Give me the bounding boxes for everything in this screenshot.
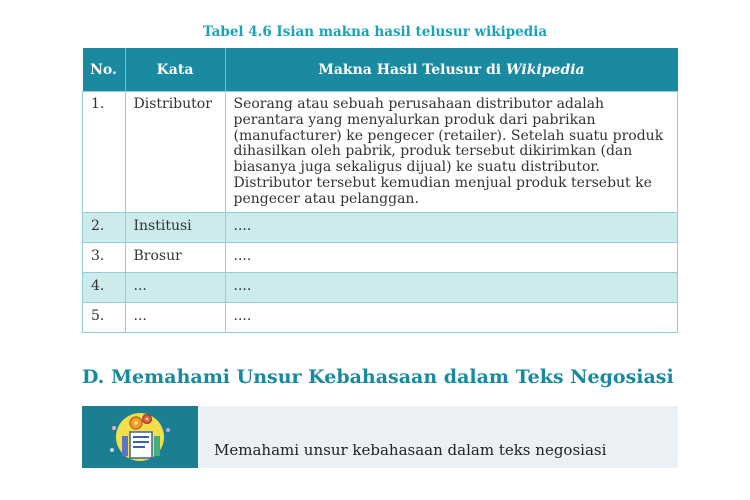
table-row: [83, 242, 678, 272]
header-no: No.: [83, 48, 126, 92]
table-caption: Tabel 4.6 Isian makna hasil telusur wikipedia: [202, 24, 548, 40]
table-row: [83, 272, 678, 302]
header-kata: Kata: [125, 48, 225, 92]
cell-no: 5.: [83, 302, 126, 332]
cell-makna: ....: [225, 272, 678, 302]
header-makna-italic: Wikipedia: [505, 61, 585, 78]
header-makna-label: Makna Hasil Telusur di: [318, 61, 502, 78]
header-makna: [225, 48, 678, 92]
cell-no: 3.: [83, 242, 126, 272]
cell-kata: Distributor: [125, 92, 225, 213]
table-header-row: [83, 48, 678, 92]
cell-no: 1.: [83, 92, 126, 213]
banner-icon-box: [82, 406, 198, 468]
section-heading: D. Memahami Unsur Kebahasaan dalam Teks Negosiasi: [82, 366, 674, 388]
table-row: [83, 302, 678, 332]
topic-banner: [82, 406, 678, 468]
cell-makna: ....: [225, 302, 678, 332]
meaning-table: [82, 48, 678, 333]
table-row: [83, 92, 678, 213]
cell-kata: ...: [125, 272, 225, 302]
cell-makna: ....: [225, 242, 678, 272]
cell-kata: ...: [125, 302, 225, 332]
gears-and-documents-icon: [82, 406, 198, 468]
cell-no: 2.: [83, 212, 126, 242]
cell-no: 4.: [83, 272, 126, 302]
cell-makna: Seorang atau sebuah perusahaan distributor adalah perantara yang menyalurkan produk dari pabrikan (manufacturer) ke pengecer (retailer). Setelah suatu produk dihasilkan oleh pabrik, produk tersebut dikirimkan (dan biasanya juga sekaligus dijual) ke suatu distributor. Distributor tersebut kemudian menjual produk tersebut ke pengecer atau pelanggan.: [225, 92, 678, 213]
banner-text: Memahami unsur kebahasaan dalam teks negosiasi: [214, 441, 607, 459]
table-row: [83, 212, 678, 242]
cell-kata: Institusi: [125, 212, 225, 242]
cell-makna: ....: [225, 212, 678, 242]
cell-kata: Brosur: [125, 242, 225, 272]
